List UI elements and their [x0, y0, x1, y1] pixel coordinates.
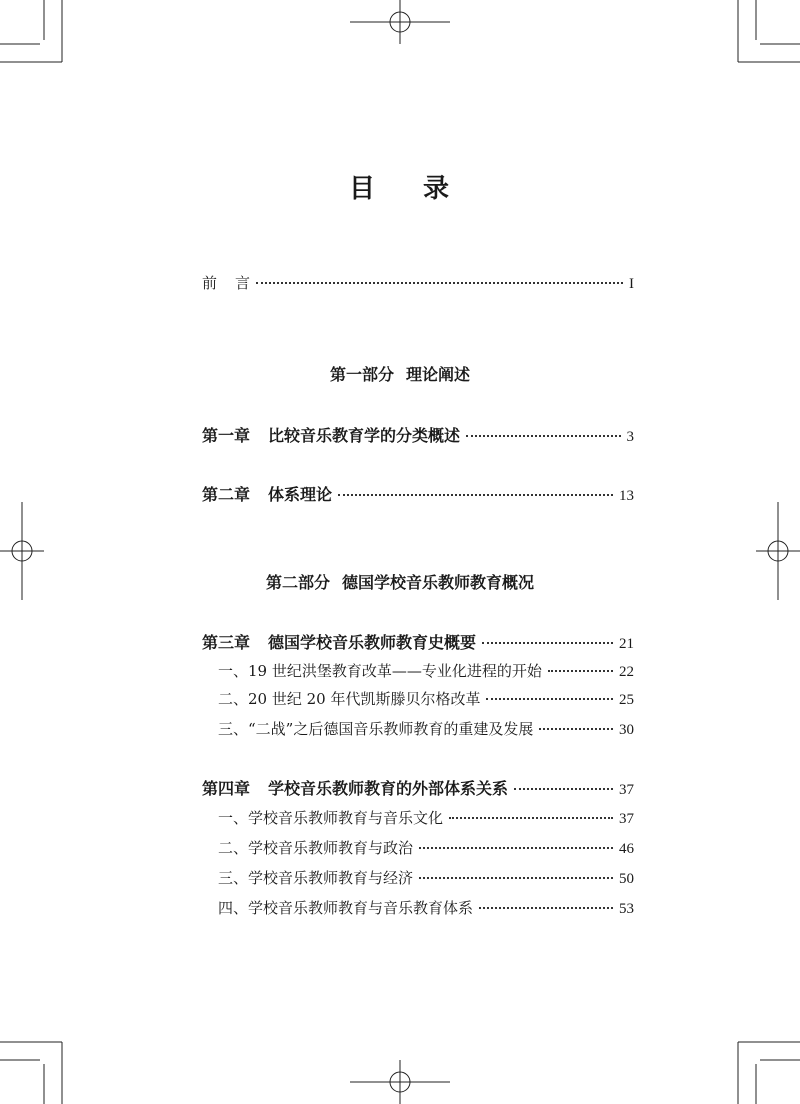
part-name: 理论阐述	[406, 365, 471, 384]
toc-entry-section-4-1[interactable]	[218, 807, 634, 828]
toc-entry-section-4-3[interactable]	[218, 867, 634, 888]
page-number: 13	[619, 488, 634, 504]
chapter-title: 德国学校音乐教师教育史概要	[268, 633, 477, 652]
dot-leader	[548, 670, 613, 672]
page-number: 50	[619, 871, 634, 887]
toc-entry-section-3-1[interactable]	[218, 660, 634, 681]
section-title: 一、19 世纪洪堡教育改革——专业化进程的开始	[218, 662, 542, 680]
section-title: 三、“二战”之后德国音乐教师教育的重建及发展	[218, 720, 534, 738]
dot-leader	[539, 728, 613, 730]
page-number: 30	[619, 722, 634, 738]
chapter-number: 第二章	[202, 485, 251, 504]
title-char-left: 目	[348, 174, 377, 204]
chapter-title: 学校音乐教师教育的外部体系关系	[268, 779, 509, 798]
part-label: 第一部分	[329, 365, 394, 384]
toc-entry-chapter-1[interactable]	[202, 423, 634, 446]
part-heading-1	[0, 362, 800, 385]
preface-label	[202, 272, 250, 293]
dot-leader	[419, 877, 613, 879]
toc-entry-chapter-3[interactable]	[202, 630, 634, 653]
page-number: 37	[619, 782, 634, 798]
chapter-number: 第三章	[202, 633, 251, 652]
toc-entry-chapter-2[interactable]	[202, 482, 634, 505]
chapter-label	[202, 630, 476, 653]
page-number: 3	[626, 429, 634, 445]
page-number: I	[629, 276, 634, 292]
chapter-title: 体系理论	[268, 485, 333, 504]
dot-leader	[419, 847, 613, 849]
section-title: 二、20 世纪 20 年代凯斯滕贝尔格改革	[218, 690, 481, 708]
page-number: 46	[619, 841, 634, 857]
chapter-title: 比较音乐教育学的分类概述	[268, 426, 461, 445]
dot-leader	[486, 698, 613, 700]
section-title: 一、学校音乐教师教育与音乐文化	[218, 809, 444, 827]
chapter-number: 第一章	[202, 426, 251, 445]
dot-leader	[466, 435, 620, 437]
toc-entry-section-4-2[interactable]	[218, 837, 634, 858]
section-title: 四、学校音乐教师教育与音乐教育体系	[218, 899, 474, 917]
page-number: 37	[619, 811, 634, 827]
part-name: 德国学校音乐教师教育概况	[342, 573, 535, 592]
chapter-label	[202, 482, 332, 505]
dot-leader	[256, 282, 623, 284]
page-number: 22	[619, 664, 634, 680]
page-number: 21	[619, 636, 634, 652]
dot-leader	[514, 788, 613, 790]
title-char-right: 录	[423, 174, 452, 204]
dot-leader	[482, 642, 613, 644]
part-heading-2	[0, 570, 800, 593]
page-number: 25	[619, 692, 634, 708]
chapter-number: 第四章	[202, 779, 251, 798]
page-number: 53	[619, 901, 634, 917]
toc-entry-chapter-4[interactable]	[202, 776, 634, 799]
section-title: 三、学校音乐教师教育与经济	[218, 869, 414, 887]
dot-leader	[479, 907, 613, 909]
preface-label-char-1: 前	[202, 274, 218, 292]
section-title: 二、学校音乐教师教育与政治	[218, 839, 414, 857]
toc-entry-section-4-4[interactable]	[218, 897, 634, 918]
toc-entry-preface[interactable]	[202, 272, 634, 293]
toc-entry-section-3-2[interactable]	[218, 688, 634, 709]
preface-label-char-2: 言	[235, 274, 251, 292]
chapter-label	[202, 423, 460, 446]
toc-entry-section-3-3[interactable]	[218, 718, 634, 739]
dot-leader	[338, 494, 613, 496]
chapter-label	[202, 776, 508, 799]
part-label: 第二部分	[265, 573, 330, 592]
page-title	[0, 168, 800, 205]
dot-leader	[449, 817, 613, 819]
